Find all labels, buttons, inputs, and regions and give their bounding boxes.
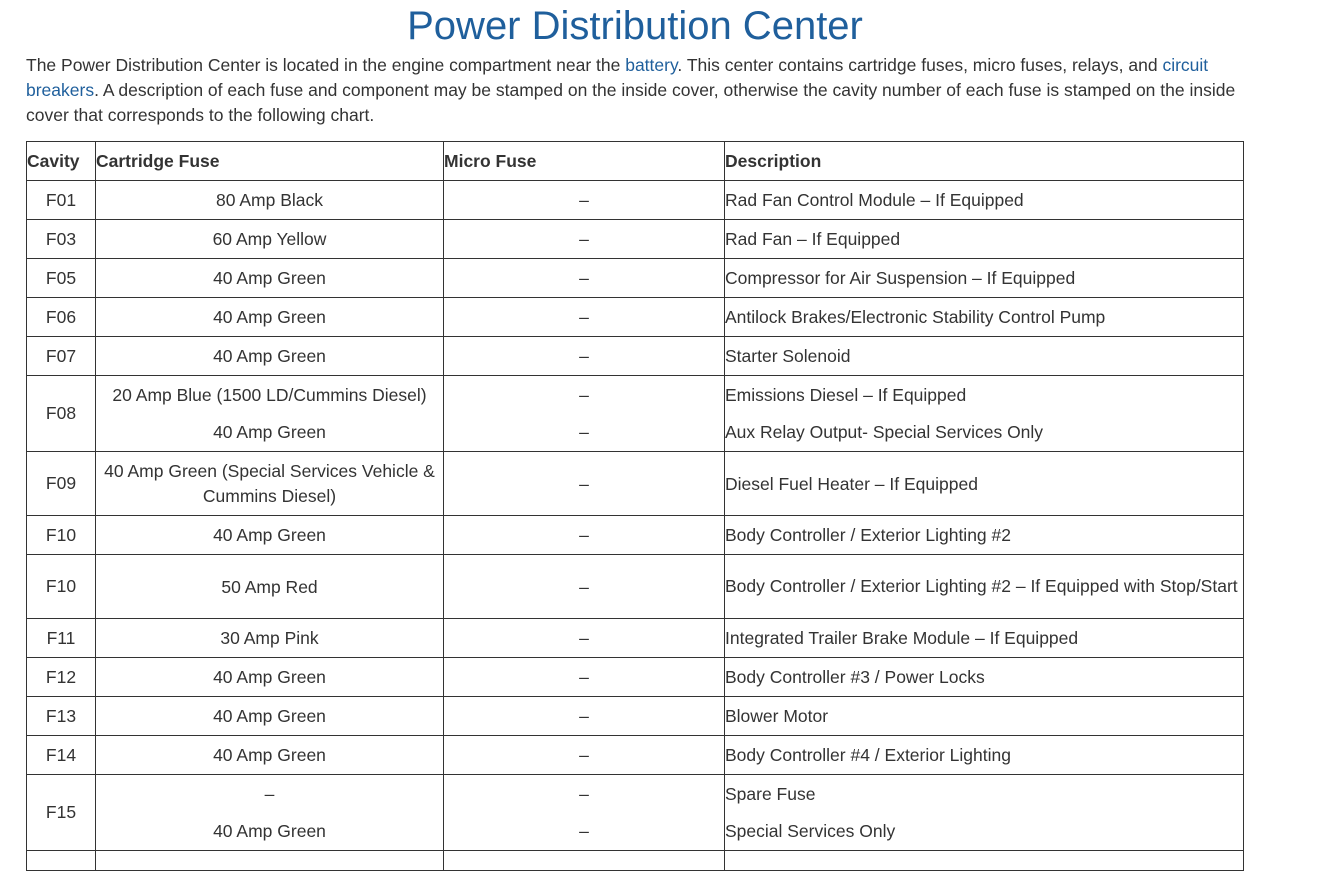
cell-micro-line: – (579, 745, 589, 765)
cell-cartridge-line: 30 Amp Pink (220, 628, 319, 648)
cell-description (725, 298, 1244, 337)
cell-description (725, 697, 1244, 736)
cell-description-line: Integrated Trailer Brake Module – If Equipped (725, 628, 1079, 648)
cell-micro-line: – (579, 268, 589, 288)
cell-cavity: F10 (27, 555, 96, 619)
cell-cavity: F08 (27, 376, 96, 452)
cell-micro (444, 697, 725, 736)
cell-cartridge (96, 516, 444, 555)
cell-description-line: Special Services Only (725, 820, 896, 841)
table-row (27, 337, 1244, 376)
cell-description-line: Compressor for Air Suspension – If Equipped (725, 268, 1076, 288)
cell-micro (444, 337, 725, 376)
cell-description-line: Blower Motor (725, 706, 829, 726)
header-cavity: Cavity (27, 142, 96, 181)
cell-micro-line: – (579, 384, 589, 405)
header-cartridge-fuse: Cartridge Fuse (96, 142, 444, 181)
cell-empty (27, 851, 96, 871)
table-row (27, 555, 1244, 619)
table-row (27, 181, 1244, 220)
cell-description (725, 619, 1244, 658)
cell-cavity: F06 (27, 298, 96, 337)
cell-micro (444, 555, 725, 619)
cell-cartridge (96, 220, 444, 259)
cell-description (725, 555, 1244, 619)
cell-description-line: Rad Fan – If Equipped (725, 229, 901, 249)
cell-micro (444, 298, 725, 337)
cell-micro-line: – (579, 421, 589, 442)
cell-micro (444, 220, 725, 259)
table-row (27, 775, 1244, 851)
cell-description (725, 337, 1244, 376)
cell-cartridge (96, 697, 444, 736)
cell-cavity: F10 (27, 516, 96, 555)
intro-paragraph (26, 53, 1236, 128)
intro-text-3: . A description of each fuse and component may be stamped on the inside cover, otherwise the cavity number of each fuse is stamped on the inside cover that corresponds to the following chart. (26, 80, 1236, 125)
cell-micro-line: – (579, 820, 589, 841)
table-row (27, 516, 1244, 555)
cell-cartridge (96, 259, 444, 298)
table-row (27, 259, 1244, 298)
cell-cavity: F12 (27, 658, 96, 697)
cell-cartridge (96, 181, 444, 220)
table-row (27, 658, 1244, 697)
cell-description-line: Diesel Fuel Heater – If Equipped (725, 473, 978, 494)
cell-description-line: Antilock Brakes/Electronic Stability Control Pump (725, 307, 1106, 327)
cell-cavity: F07 (27, 337, 96, 376)
fuse-table (26, 141, 1244, 871)
cell-description (725, 259, 1244, 298)
cell-micro (444, 516, 725, 555)
cell-cartridge-line: 40 Amp Green (213, 346, 326, 366)
cell-cavity: F01 (27, 181, 96, 220)
page-title: Power Distribution Center (407, 4, 863, 48)
cell-description-line: Body Controller / Exterior Lighting #2 (725, 525, 1011, 545)
cell-description (725, 658, 1244, 697)
cell-cartridge-line: 40 Amp Green (213, 667, 326, 687)
cell-empty (444, 851, 725, 871)
cell-cartridge (96, 452, 444, 516)
table-row (27, 697, 1244, 736)
cell-cavity: F03 (27, 220, 96, 259)
table-header-row (27, 142, 1244, 181)
cell-cartridge (96, 298, 444, 337)
cell-micro-line: – (579, 307, 589, 327)
cell-cartridge-line: 40 Amp Green (213, 268, 326, 288)
cell-cartridge (96, 619, 444, 658)
cell-description-line: Starter Solenoid (725, 346, 851, 366)
intro-text-2: . This center contains cartridge fuses, micro fuses, relays, and (677, 55, 1163, 75)
cell-cartridge (96, 658, 444, 697)
battery-link[interactable]: battery (625, 55, 678, 75)
cell-micro-line: – (579, 229, 589, 249)
cell-description-line: Body Controller / Exterior Lighting #2 – If Equipped with Stop/Start (725, 576, 1238, 596)
cell-micro (444, 619, 725, 658)
cell-description (725, 452, 1244, 516)
table-row (27, 736, 1244, 775)
cell-cartridge-line: 50 Amp Red (221, 576, 318, 597)
table-row (27, 452, 1244, 516)
cell-description-line: Body Controller #3 / Power Locks (725, 667, 985, 687)
cell-empty (725, 851, 1244, 871)
cell-cartridge (96, 736, 444, 775)
cell-cavity: F14 (27, 736, 96, 775)
cell-description-line: Aux Relay Output- Special Services Only (725, 421, 1044, 442)
cell-micro-line: – (579, 576, 589, 597)
cell-cartridge (96, 555, 444, 619)
header-description: Description (725, 142, 1244, 181)
cell-cartridge-line: – (264, 783, 275, 804)
fuse-table-body (27, 181, 1244, 871)
cell-cartridge-line: 80 Amp Black (216, 190, 323, 210)
cell-description-line: Spare Fuse (725, 783, 816, 804)
cell-cartridge-line: 40 Amp Green (213, 820, 326, 841)
cell-description-line: Body Controller #4 / Exterior Lighting (725, 745, 1011, 765)
cell-description (725, 376, 1244, 452)
cell-description (725, 181, 1244, 220)
cell-cavity: F05 (27, 259, 96, 298)
cell-micro-line: – (579, 667, 589, 687)
circuit-breakers-link[interactable]: circuit breakers (26, 55, 1209, 100)
cell-micro-line: – (579, 783, 589, 804)
cell-micro (444, 658, 725, 697)
cell-micro-line: – (579, 473, 589, 494)
cell-micro-line: – (579, 525, 589, 545)
cell-empty (96, 851, 444, 871)
cell-description-line: Rad Fan Control Module – If Equipped (725, 190, 1024, 210)
cell-micro (444, 452, 725, 516)
cell-description (725, 516, 1244, 555)
cell-cavity: F13 (27, 697, 96, 736)
cell-cartridge-line: 40 Amp Green (213, 745, 326, 765)
cell-cartridge (96, 337, 444, 376)
table-row (27, 220, 1244, 259)
cell-description (725, 220, 1244, 259)
cell-cartridge (96, 775, 444, 851)
cell-micro-line: – (579, 190, 589, 210)
table-row-partial (27, 851, 1244, 871)
cell-cartridge-line: 20 Amp Blue (1500 LD/Cummins Diesel) (112, 384, 427, 405)
cell-micro-line: – (579, 346, 589, 366)
cell-description (725, 775, 1244, 851)
cell-micro (444, 376, 725, 452)
cell-cartridge-line: 60 Amp Yellow (212, 229, 327, 249)
cell-cartridge-line: 40 Amp Green (Special Services Vehicle & Cummins Diesel) (104, 460, 435, 506)
cell-description-line: Emissions Diesel – If Equipped (725, 384, 967, 405)
table-row (27, 619, 1244, 658)
cell-cartridge-line: 40 Amp Green (213, 421, 326, 442)
cell-micro (444, 181, 725, 220)
cell-micro-line: – (579, 628, 589, 648)
table-row (27, 298, 1244, 337)
cell-cavity: F15 (27, 775, 96, 851)
header-micro-fuse: Micro Fuse (444, 142, 725, 181)
cell-micro (444, 775, 725, 851)
cell-micro-line: – (579, 706, 589, 726)
cell-cavity: F11 (27, 619, 96, 658)
intro-text-1: The Power Distribution Center is located in the engine compartment near the (26, 55, 626, 75)
cell-cartridge (96, 376, 444, 452)
cell-cartridge-line: 40 Amp Green (213, 706, 326, 726)
table-row (27, 376, 1244, 452)
cell-cartridge-line: 40 Amp Green (213, 525, 326, 545)
cell-micro (444, 259, 725, 298)
cell-cartridge-line: 40 Amp Green (213, 307, 326, 327)
cell-micro (444, 736, 725, 775)
cell-description (725, 736, 1244, 775)
cell-cavity: F09 (27, 452, 96, 516)
